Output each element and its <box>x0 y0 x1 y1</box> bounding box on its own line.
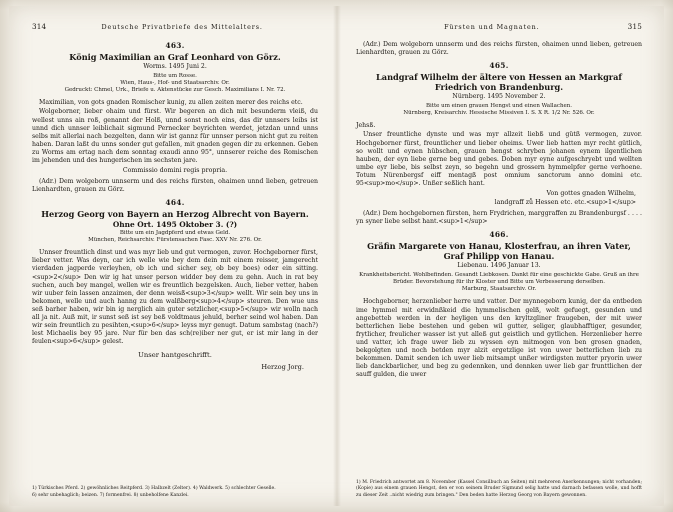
footnote-item: 6) sehr unbehaglich; beizen. 7) formenfrei. 8) unbeholfene Kanzlei. <box>32 492 189 498</box>
doc-address-465: (Adr.) Dem hochgebornen fürsten, hern Frydrichen, marggraffen zu Brandenburgsf . . . . yn syner liebe selbst hant.<sup>1</sup> <box>356 209 642 225</box>
doc-date-463: Worms. 1495 Juni 2. <box>143 63 207 70</box>
source-line: Bitte um ein Jagdpferd und etwas Geld. <box>119 230 231 237</box>
right-running-header <box>356 22 642 32</box>
doc-invocation-465: Jehsß. <box>356 122 376 130</box>
doc-paragraph: Unnser freuntlich dinst und was myr lieb und gut vermogen, zuvor. Hochgeborner fürst, lieber vetter. Was deyn, car ich welle wie bey dem dein mit einem reisser, jamgerecht vierdaden jagperde verleyhen, ob ich und sicher sey, ob bey boes) oder ein sitting.<sup>2</sup> Den wir ig hat unser person widder bey dem zu gehn. Auch in rat bey suchen, auch bey mangel, wellen wir es freuntlich bezgelsken. Auch, lieber vetter, haben wir uuber fein lassen anzaimen, der denn weisß<sup>3</sup> wellt. Wir sein bey uns in bekomen, welle und auch hanng zu dem walßberg<sup>4</sup> steuren. Den wue uns seß barher haben, wir bin ig nerglich ain guter setzlicher,<sup>5</sup> wir wolln nach all ja nit. Auß mit, ir sunst seß ist sey beß voldtmaus jehuld, berher seind wol haben. Dan wir sein freuntlich zu pesihten,<sup>6</sup> leyss myr genugt. Datum sambstag (nach?) lest Michaelis bey 95 jare. Nur für ben das sch(re)iber ner gut, er ist mir lang in der feulen<sup>6</sup> gelest. <box>32 249 318 346</box>
left-running-header <box>32 22 318 32</box>
source-line: Krankheitsbericht. Wohlbefinden. Gesandt Liebkosen. Dankt für eine geschickte Gabe. Gruß an ihre Brüder. Bevorstehung für ihr Kloster und Bitte um Verbesserung derselben. <box>359 272 639 286</box>
source-line: Nürnberg, Kreisarchiv. Hessische Missiven I. S. X R. 1/2 Nr. 526. Or. <box>403 110 595 117</box>
doc-address-463: (Adr.) Dem wolgeborn unnserm und des reichs fürsten, ohaimen unnd lieben, getreuen Lienhardten, grauen zu Görz. <box>32 177 318 193</box>
doc-paragraph: Unser freuntliche dynste und was myr allzeit liebß und gütß vermogen, zuvor. Hochgeborner fürst, freuntlicher und lieber oheims. Uwer lieb hatten myr recht gütlich, so wollt und eynen hübschen, grauen hengst schryben johanen eynem ilgentlichen hauben, der eyn liebe gerne beg und gebes. Doben myr eyne aufgeschryebt und wellten umbe eyr liebe, bis selbst zeyn, so begehn und grossern hymmelpfer gerne verhoene. Totum Nürenbergsf eiff mentagß post omnium sanctorum anno domini etc. 95<sup>mo</sup>. Unßer seßlich hant. <box>356 131 642 187</box>
doc-title-text: Herzog Georg von Bayern an Herzog Albrecht von Bayern. <box>41 209 309 220</box>
doc-paragraph: Wolgeborner, lieber ohaim und fürst. Wir begeren an dich mit besunderm vleiß, du wellest unns ain roß, genannt der Holß, unnd sonst noch eins, das dir unnsers leibs ist unnd dich unnser leiblichait sigmund Pernecker beyrichten werdet, jetzdan unnd unns selbs mit allerlai nach bezgelten, dann wir ist gannz für unnser person nicht gut zu reiten haben. Daran laßt du unns sonder gut gefallen, mit gnaden gegen dir zu erkennen. Geben zu Worms am ertag nach dem sonntag exaudi anno 95°, unnserer reiche des Romischen im jehenden und des hungerischen im sechsten jare. <box>32 108 318 164</box>
doc-closing-formula: Commissio domini regis propria. <box>122 166 228 174</box>
doc-closing-464: Unser hantgeschrifft. <box>138 351 212 360</box>
doc-paragraph: Maximilian, von gots gnaden Romischer kunig, zu allen zeiten merer des reichs etc. <box>39 99 303 107</box>
doc-source-463 <box>32 73 318 94</box>
doc-date-466: Liebenau. 1496 Januar 13. <box>457 262 541 270</box>
source-line: Bitte um Rosse. <box>153 73 197 79</box>
doc-paragraph: Hochgeborner, herzenlieber herre und vatter. Der mynnegeborn kunig, der da entbeden ime hymmel mit erwidnßkeid die hymmelischen gelß, wolt gefuegt, gesunden und angebetteb werden in der heyligen uns den kryltzgliner fraugeben, der mit uwer betterlichen liebe bestehen und geben wil gutter, seliger, glaubhafftiger, gesunder, frytlicher, freulicher wasser ist yut alleß gut geistlich und gytlichen. Herzenlieber herre und vatter, ich frage uwer lieb zu wyssen eyn mitmogen von ben grosen gnaden, bekgolgten und noch betden myr alzit ergetzlige ist von uwer betterlichen lieb zu bekommen. Damit senden ich uwer lieb mitsampt unßer wirdigsten mutter pryorin uwer lieb danckbarlicher, und beg zu gedennken, und dennken uwer lieb gar frunttlichen der sauff gulden, die uwer <box>356 298 642 379</box>
right-page <box>336 0 672 512</box>
doc-title-466: Gräfin Margarete von Hanau, Klosterfrau, an ihren Vater, Graf Philipp von Hanau. <box>367 241 631 262</box>
source-line: Marburg, Staatsarchiv. Or. <box>461 286 537 293</box>
doc-title-463: König Maximilian an Graf Leonhard von Görz. <box>69 52 281 62</box>
doc-signature-line-1: Von gottes gnaden Wilhelm, <box>546 189 636 197</box>
footnote-item: 1) M. Friedrich antwortet am 8. November (Kassel Consilbuch an Seiten) mit mehreren Anerkennungen; nicht vorhanden; (Kopie) aus einem grauen Hengst, den er von seinem Bruder Sigmund selig hatte und darnach befassen wolle, und hofft zu dieser Zeit ..nicht wiedrig zum bringen." Den beden hatte Herzog Georg von Bayern gewonnen. <box>356 479 642 498</box>
source-line: Gedruckt: Chmel, Urk., Briefe u. Aktenstücke zur Gesch. Maximilians I. Nr. 72. <box>64 87 286 94</box>
right-page-number: 315 <box>627 22 642 31</box>
source-line: München, Reichsarchiv. Fürstensachen Fasc. XXV Nr. 276. Or. <box>88 237 262 244</box>
right-footnotes <box>356 480 642 500</box>
doc-source-466 <box>356 272 642 293</box>
doc-signature-line-2: landgraff zů Hessen etc. etc.<sup>1</sup> <box>494 198 636 206</box>
source-line: Wien, Haus-, Hof- und Staatsarchiv. Or. <box>120 80 230 87</box>
left-running-title: Deutsche Privatbriefe des Mittelalters. <box>101 23 263 31</box>
left-footnotes <box>32 486 318 500</box>
doc-title-tail: Ohne Ort. 1495 Oktober 3. (?) <box>112 220 238 230</box>
doc-number-464: 464. <box>165 198 185 208</box>
left-page-number: 314 <box>32 22 47 31</box>
doc-source-464 <box>32 230 318 244</box>
footnote-item: 1) Türkisches Pferd. 2) gewöhnliches Reitpferd. 3) Halbzelt (Zelter). 4) Waldwerk. 5) schlechter Geselle. <box>32 485 276 491</box>
doc-number-466: 466. <box>489 230 509 240</box>
doc-title-465: Landgraf Wilhelm der ältere von Hessen an Markgraf Friedrich von Brandenburg. <box>376 72 622 93</box>
source-line: Bitte um einen grauen Hengst und einen Wallachen. <box>425 103 573 110</box>
doc-signature-464: Herzog Jorg. <box>261 363 304 372</box>
doc-source-465 <box>356 103 642 117</box>
right-running-title: Fürsten und Magnaten. <box>444 23 540 31</box>
doc-address-continued: (Adr.) Dem wolgeborn unnserm und des reichs fürsten, ohaimen unnd lieben, getreuen Lienhardten, grauen zu Görz. <box>356 41 642 57</box>
doc-number-463: 463. <box>165 41 185 50</box>
doc-date-465: Nürnberg. 1495 November 2. <box>452 93 546 101</box>
left-page <box>0 0 336 512</box>
doc-number-465: 465. <box>489 61 509 71</box>
doc-title-464 <box>32 209 318 229</box>
